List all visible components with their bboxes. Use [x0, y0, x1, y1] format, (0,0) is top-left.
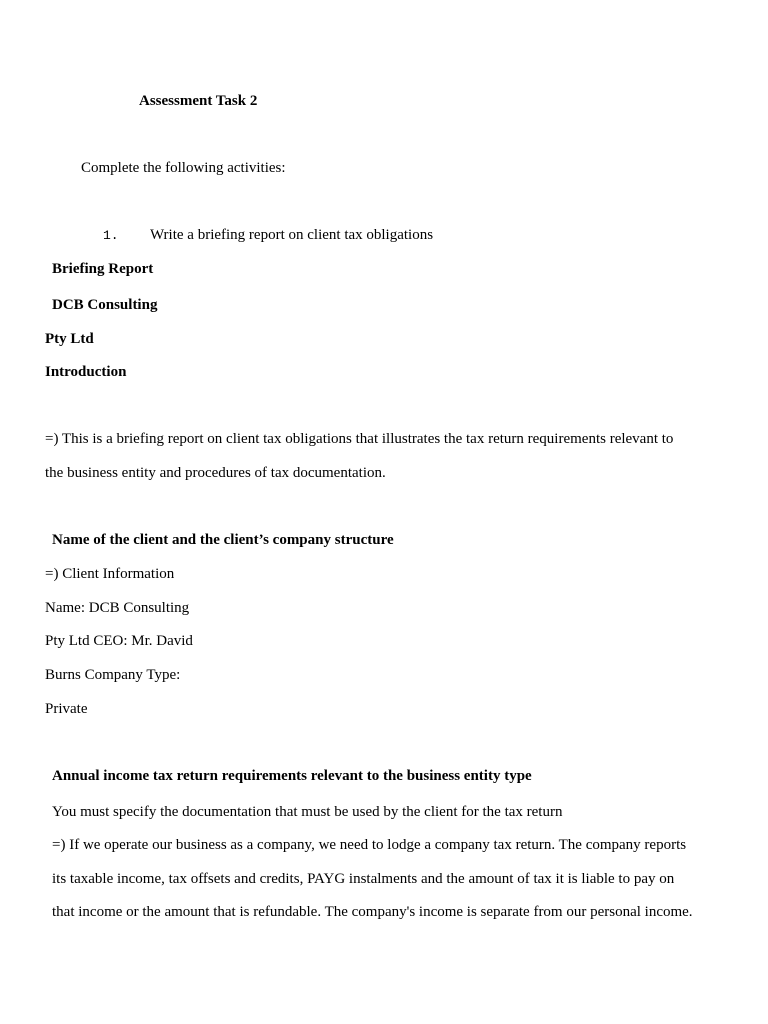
- client-info-line: Pty Ltd CEO: Mr. David: [45, 633, 193, 649]
- tax-paragraph-line: that income or the amount that is refundable. The company's income is separate from our personal income.: [52, 904, 693, 920]
- client-info-line: Private: [45, 701, 88, 717]
- introduction-line: =) This is a briefing report on client tax obligations that illustrates the tax return requirements relevant to: [45, 431, 674, 447]
- company-name-line2: Pty Ltd: [45, 331, 94, 347]
- report-heading: Briefing Report: [52, 261, 154, 277]
- tax-section-subheading: You must specify the documentation that must be used by the client for the tax return: [52, 804, 563, 820]
- instruction-text: Complete the following activities:: [81, 160, 286, 176]
- introduction-line: the business entity and procedures of tax documentation.: [45, 465, 386, 481]
- company-name-line1: DCB Consulting: [52, 297, 158, 313]
- introduction-heading: Introduction: [45, 364, 127, 380]
- client-info-line: =) Client Information: [45, 566, 175, 582]
- client-section-heading: Name of the client and the client’s company structure: [52, 532, 394, 548]
- document-title: Assessment Task 2: [139, 93, 258, 109]
- client-info-line: Burns Company Type:: [45, 667, 181, 683]
- list-number: 1.: [103, 228, 119, 243]
- task-text: Write a briefing report on client tax obligations: [150, 227, 434, 243]
- client-info-line: Name: DCB Consulting: [45, 600, 190, 616]
- tax-paragraph-line: its taxable income, tax offsets and credits, PAYG instalments and the amount of tax it is liable to pay on: [52, 871, 675, 887]
- tax-section-heading: Annual income tax return requirements relevant to the business entity type: [52, 768, 532, 784]
- tax-paragraph-line: =) If we operate our business as a company, we need to lodge a company tax return. The company reports: [52, 837, 687, 853]
